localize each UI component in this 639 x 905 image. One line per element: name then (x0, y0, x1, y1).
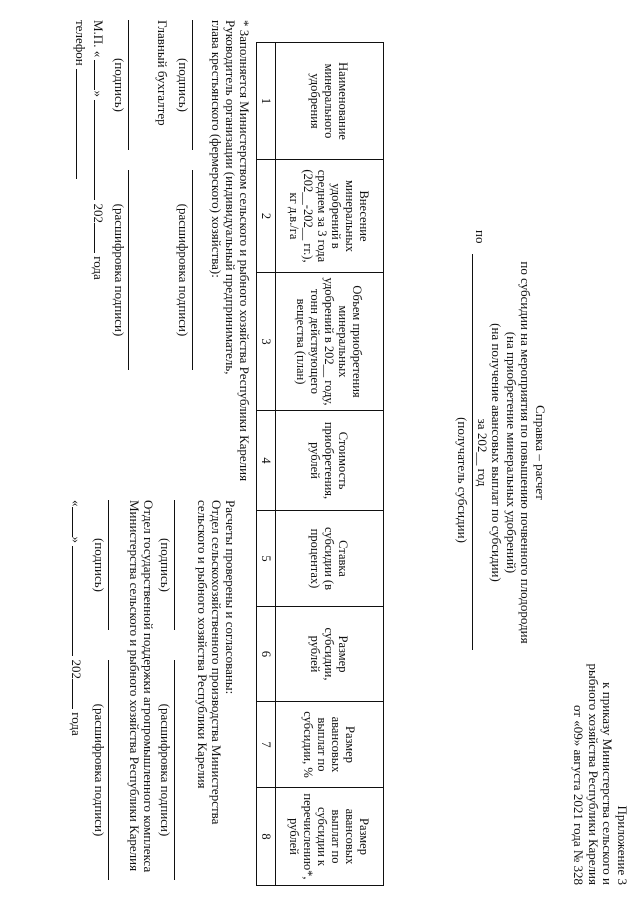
checked-label: Расчеты проверены и согласованы: (223, 500, 238, 695)
appendix-line-2: рыбного хозяйства Республики Карелия (585, 663, 601, 885)
dept2-transcript-line (108, 660, 109, 880)
col-number-3: 3 (257, 273, 276, 411)
recipient-caption: (получатель субсидии) (455, 417, 470, 543)
accountant-transcript-line (128, 170, 129, 370)
ministry-year-word: года (69, 712, 84, 736)
ministry-day-blank (72, 507, 73, 537)
date-quote-open: « (69, 500, 84, 507)
dept2-signature-line (108, 500, 109, 630)
col-number-5: 5 (257, 511, 276, 607)
ministry-date-line (68, 500, 83, 840)
quote-close: » (91, 90, 106, 97)
col-header-3: Объем приобретения минеральных удобрений в 202__ году, тонн действующего вещества (план) (276, 273, 384, 411)
doc-note-2: (на получение авансовых выплат по субсидии) (489, 323, 505, 582)
col-number-1: 1 (257, 43, 276, 160)
table-number-row (257, 43, 276, 886)
appendix-header (571, 555, 629, 885)
col-header-8: Размер авансовых выплат по субсидии к перечислению*, рублей (276, 788, 384, 886)
doc-note-1: (на приобретение минеральных удобрений) (503, 331, 519, 574)
dept2-transcript-caption: (расшифровка подписи) (92, 703, 107, 837)
year-blank (94, 223, 95, 253)
col-number-6: 6 (257, 607, 276, 702)
subsidy-table (256, 42, 384, 886)
appendix-title: Приложение 3 (615, 805, 630, 885)
accountant-transcript-caption: (расшифровка подписи) (112, 203, 127, 337)
phone-line (72, 20, 87, 220)
col-number-7: 7 (257, 702, 276, 788)
recipient-line (469, 230, 487, 650)
stamp-label: М.П. « (91, 20, 106, 58)
year-word: года (91, 256, 106, 280)
org-head-label-1: Руководитель организации (индивидуальный предприниматель, (223, 20, 238, 375)
head-transcript-caption: (расшифровка подписи) (176, 203, 191, 337)
appendix-line-3: от «09» августа 2021 года № 328 (571, 704, 587, 885)
dept-support-1: Отдел государственной поддержки агропромышленного комплекса (141, 500, 156, 873)
recipient-underline (472, 254, 487, 650)
dept-agri-2: сельского и рыбного хозяйства Республики Карелия (195, 500, 210, 789)
dept-support-2: Министерства сельского и рыбного хозяйства Республики Карелия (127, 500, 142, 872)
stamp-date-line (90, 20, 105, 350)
phone-label: телефон (73, 20, 88, 66)
ministry-month-blank (72, 546, 73, 656)
month-blank (94, 100, 95, 200)
col-number-4: 4 (257, 411, 276, 511)
recipient-prefix: по (473, 230, 488, 244)
date-quote-close: » (69, 536, 84, 543)
footnote: * Заполняется Министерством сельского и рыбного хозяйства Республики Карелия (237, 20, 252, 482)
appendix-line-1: к приказу Министерства сельского и (600, 682, 616, 885)
ministry-year-blank (72, 679, 73, 709)
col-header-7: Размер авансовых выплат по субсидии, % (276, 702, 384, 788)
year-prefix: 202 (91, 203, 106, 223)
dept1-signature-caption: (подпись) (158, 538, 173, 592)
accountant-signature-caption: (подпись) (112, 58, 127, 112)
ministry-year-prefix: 202 (69, 659, 84, 679)
col-header-6: Размер субсидии, рублей (276, 607, 384, 702)
accountant-signature-line (128, 20, 129, 150)
table-header-row (276, 43, 384, 886)
doc-period: за 202__ год (474, 418, 490, 487)
col-header-2: Внесение минеральных удобрений в среднем за 3 года (202__-202__ гг.), кг д.в./га (276, 160, 384, 273)
head-signature-caption: (подпись) (176, 58, 191, 112)
org-head-label-2: глава крестьянского (фермерского) хозяйства): (209, 20, 224, 278)
dept-agri-1: Отдел сельскохозяйственного производства Министерства (209, 500, 224, 825)
phone-blank (76, 69, 77, 179)
col-number-2: 2 (257, 160, 276, 273)
doc-title: Справка – расчет (533, 405, 548, 500)
dept2-signature-caption: (подпись) (92, 538, 107, 592)
head-transcript-line (192, 170, 193, 370)
col-header-1: Наименование минерального удобрения (276, 43, 384, 160)
doc-subtitle: по субсидии на мероприятия по повышению почвенного плодородия (518, 261, 534, 644)
chief-accountant-label: Главный бухгалтер (155, 20, 170, 126)
col-header-4: Стоимость приобретения, рублей (276, 411, 384, 511)
head-signature-line (192, 20, 193, 150)
col-number-8: 8 (257, 788, 276, 886)
dept1-signature-line (174, 500, 175, 630)
day-blank (94, 60, 95, 90)
dept1-transcript-caption: (расшифровка подписи) (158, 703, 173, 837)
col-header-5: Ставка субсидии (в процентах) (276, 511, 384, 607)
dept1-transcript-line (174, 660, 175, 880)
